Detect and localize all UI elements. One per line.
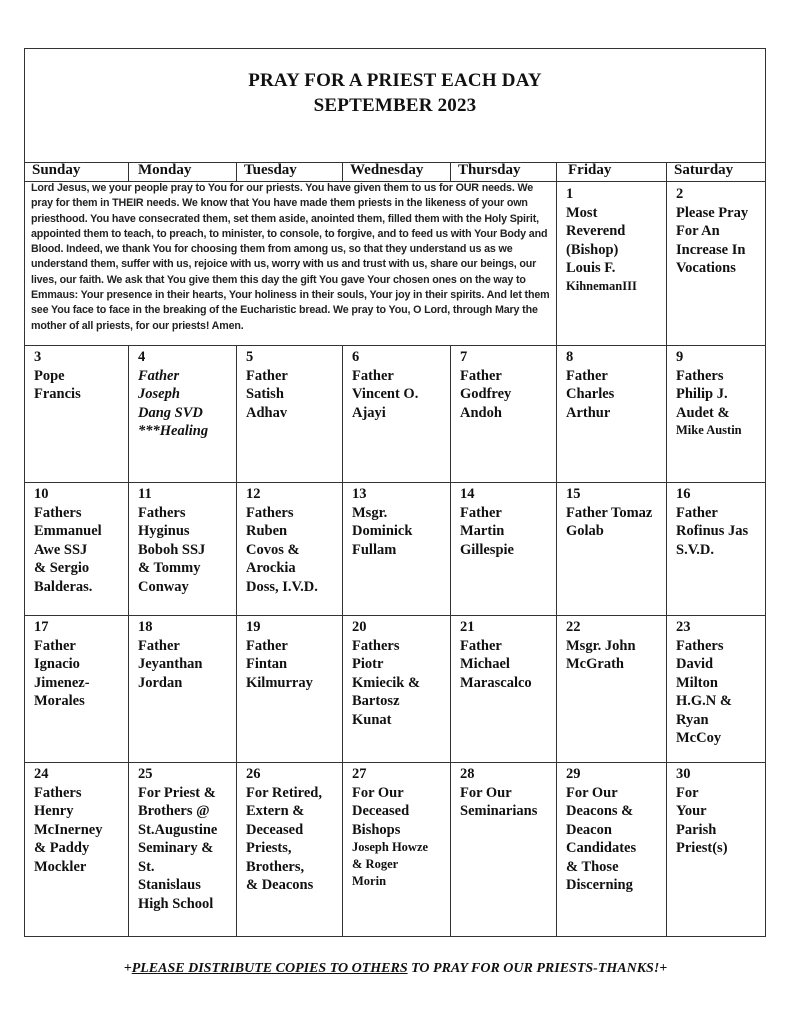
day-number: 20 xyxy=(352,619,367,635)
grid-vline xyxy=(236,345,237,937)
day-intention: Pope Francis xyxy=(34,367,81,402)
day-cell xyxy=(138,485,234,596)
weekday-header-friday: Friday xyxy=(568,162,612,178)
weekday-header-wednesday: Wednesday xyxy=(350,162,424,178)
day-number: 5 xyxy=(246,349,254,365)
day-number: 19 xyxy=(246,619,261,635)
day-intention: For Our Deacons & Deacon Candidates & Those Discerning xyxy=(566,784,637,893)
day-cell xyxy=(246,618,340,692)
day-number: 8 xyxy=(566,349,574,365)
weekday-header-monday: Monday xyxy=(138,162,192,178)
grid-vline xyxy=(666,163,667,181)
weekday-header-thursday: Thursday xyxy=(458,162,521,178)
day-cell xyxy=(566,765,664,895)
day-cell xyxy=(566,348,664,422)
day-number: 27 xyxy=(352,766,367,782)
day-cell xyxy=(138,618,234,692)
grid-hline xyxy=(24,345,766,346)
day-intention: Most Reverend (Bishop) Louis F. xyxy=(566,204,626,276)
grid-vline xyxy=(556,181,557,345)
day-cell xyxy=(460,485,554,559)
grid-vline xyxy=(450,163,451,181)
day-intention: Fathers Philip J. Audet & xyxy=(676,367,730,421)
footer-rest: TO PRAY FOR OUR PRIESTS-THANKS!+ xyxy=(407,961,668,976)
day-cell xyxy=(676,485,764,559)
day-intention: For Your Parish Priest(s) xyxy=(676,784,728,856)
day-cell xyxy=(34,765,126,876)
day-intention: Father Martin Gillespie xyxy=(460,504,514,558)
day-number: 3 xyxy=(34,349,42,365)
day-cell xyxy=(352,485,448,559)
day-number: 21 xyxy=(460,619,475,635)
day-cell xyxy=(566,185,664,295)
grid-hline xyxy=(24,615,766,616)
day-cell xyxy=(676,765,764,858)
day-intention: For Priest & Brothers @ St.Augustine Seminary & St. Stanislaus High School xyxy=(138,784,218,912)
day-intention: Fathers Hyginus Boboh SSJ & Tommy Conway xyxy=(138,504,206,595)
footer-underlined: PLEASE DISTRIBUTE COPIES TO OTHERS xyxy=(131,961,408,976)
day-intention: Father Rofinus Jas S.V.D. xyxy=(676,504,749,558)
footer-note xyxy=(0,961,791,977)
day-intention: Fathers Henry McInerney & Paddy Mockler xyxy=(34,784,103,875)
day-cell xyxy=(460,765,554,821)
day-number: 16 xyxy=(676,486,691,502)
grid-vline xyxy=(666,345,667,937)
day-number: 22 xyxy=(566,619,581,635)
grid-vline xyxy=(128,163,129,181)
grid-vline xyxy=(236,163,237,181)
day-number: 6 xyxy=(352,349,360,365)
grid-vline xyxy=(556,163,557,181)
grid-vline xyxy=(128,345,129,937)
day-cell xyxy=(460,348,554,422)
day-intention: Joseph Howze & Roger Morin xyxy=(352,840,429,888)
day-number: 1 xyxy=(566,186,574,202)
grid-vline xyxy=(666,181,667,345)
day-intention: For Our Seminarians xyxy=(460,784,538,819)
day-number: 28 xyxy=(460,766,475,782)
day-cell xyxy=(460,618,554,692)
day-number: 30 xyxy=(676,766,691,782)
day-cell xyxy=(138,765,234,913)
day-cell xyxy=(352,765,448,890)
day-intention: Mike Austin xyxy=(676,423,742,437)
day-number: 15 xyxy=(566,486,581,502)
day-intention: Fathers Ruben Covos & Arockia Doss, I.V.D. xyxy=(246,504,318,595)
day-number: 11 xyxy=(138,486,152,502)
day-number: 9 xyxy=(676,349,684,365)
day-number: 14 xyxy=(460,486,475,502)
day-cell xyxy=(676,185,764,278)
calendar-title: PRAY FOR A PRIEST EACH DAY xyxy=(248,70,542,91)
day-cell xyxy=(352,348,448,422)
day-intention: Father Michael Marascalco xyxy=(460,637,532,691)
day-cell xyxy=(676,618,764,748)
grid-hline xyxy=(24,482,766,483)
grid-vline xyxy=(450,345,451,937)
day-intention: Msgr. Dominick Fullam xyxy=(352,504,413,558)
intro-prayer: Lord Jesus, we your people pray to You for our priests. You have given them to us for OUR needs. We pray for them in THEIR needs. We know that You have made them priests in the likeness of your own priesthood. You have consecrated them, set them aside, anointed them, filled them with the Holy Spirit, appointed them to teach, to preach, to minister, to console, to forgive, and to feed us with Your Body and Blood. Indeed, we thank You for choosing them from among us, so that they understand us as we understand them, suffer with us, rejoice with us, worry with us and trust with us, share our beings, our lives, our faith. We ask that You give them this day the gift You gave Your chosen ones on the way to Emmaus: Your presence in their hearts, Your holiness in their souls, Your joy in their spirits. And let them see You face to face in the breaking of the Eucharistic bread. We pray to You, O Lord, through Mary the mother of all priests, for our priests! Amen. xyxy=(31,182,550,332)
day-intention: Father Fintan Kilmurray xyxy=(246,637,313,691)
day-intention: For Retired, Extern & Deceased Priests, Brothers, & Deacons xyxy=(246,784,322,893)
day-number: 29 xyxy=(566,766,581,782)
day-intention: For Our Deceased Bishops xyxy=(352,784,410,838)
day-number: 24 xyxy=(34,766,49,782)
day-cell xyxy=(566,485,664,541)
footer-prefix: + xyxy=(123,961,132,976)
day-cell xyxy=(246,485,340,596)
weekday-header-tuesday: Tuesday xyxy=(244,162,297,178)
calendar-month: SEPTEMBER 2023 xyxy=(313,95,477,116)
day-intention: Please Pray For An Increase In Vocations xyxy=(676,204,749,276)
day-intention: Msgr. John McGrath xyxy=(566,637,636,672)
grid-vline xyxy=(556,345,557,937)
day-intention: Fathers Emmanuel Awe SSJ & Sergio Balderas. xyxy=(34,504,102,595)
day-intention: Father Charles Arthur xyxy=(566,367,615,421)
grid-vline xyxy=(342,345,343,937)
day-cell xyxy=(34,485,126,596)
day-number: 4 xyxy=(138,349,146,365)
day-cell xyxy=(352,618,448,729)
day-intention: Father Joseph Dang SVD ***Healing xyxy=(138,367,209,439)
day-cell xyxy=(566,618,664,674)
day-intention: Father Vincent O. Ajayi xyxy=(352,367,419,421)
day-intention: Fathers David Milton H.G.N & Ryan McCoy xyxy=(676,637,732,746)
grid-vline xyxy=(342,163,343,181)
day-number: 12 xyxy=(246,486,261,502)
day-intention: Father Tomaz Golab xyxy=(566,504,653,539)
day-cell xyxy=(34,348,126,404)
day-number: 17 xyxy=(34,619,49,635)
weekday-header-saturday: Saturday xyxy=(674,162,734,178)
grid-hline xyxy=(24,762,766,763)
day-intention: Father Ignacio Jimenez- Morales xyxy=(34,637,90,709)
day-cell xyxy=(138,348,234,441)
day-number: 18 xyxy=(138,619,153,635)
day-number: 26 xyxy=(246,766,261,782)
calendar-title-box xyxy=(24,48,766,163)
day-number: 2 xyxy=(676,186,684,202)
day-cell xyxy=(246,765,340,895)
day-intention: Father Satish Adhav xyxy=(246,367,288,421)
day-number: 23 xyxy=(676,619,691,635)
day-cell xyxy=(246,348,340,422)
day-cell xyxy=(34,618,126,711)
day-cell xyxy=(676,348,764,439)
day-intention: Father Jeyanthan Jordan xyxy=(138,637,203,691)
day-number: 7 xyxy=(460,349,468,365)
day-number: 25 xyxy=(138,766,153,782)
weekday-header-sunday: Sunday xyxy=(32,162,81,178)
day-intention: Fathers Piotr Kmiecik & Bartosz Kunat xyxy=(352,637,421,728)
day-number: 10 xyxy=(34,486,49,502)
day-intention: Father Godfrey Andoh xyxy=(460,367,512,421)
day-intention: KihnemanIII xyxy=(566,278,637,293)
day-number: 13 xyxy=(352,486,367,502)
